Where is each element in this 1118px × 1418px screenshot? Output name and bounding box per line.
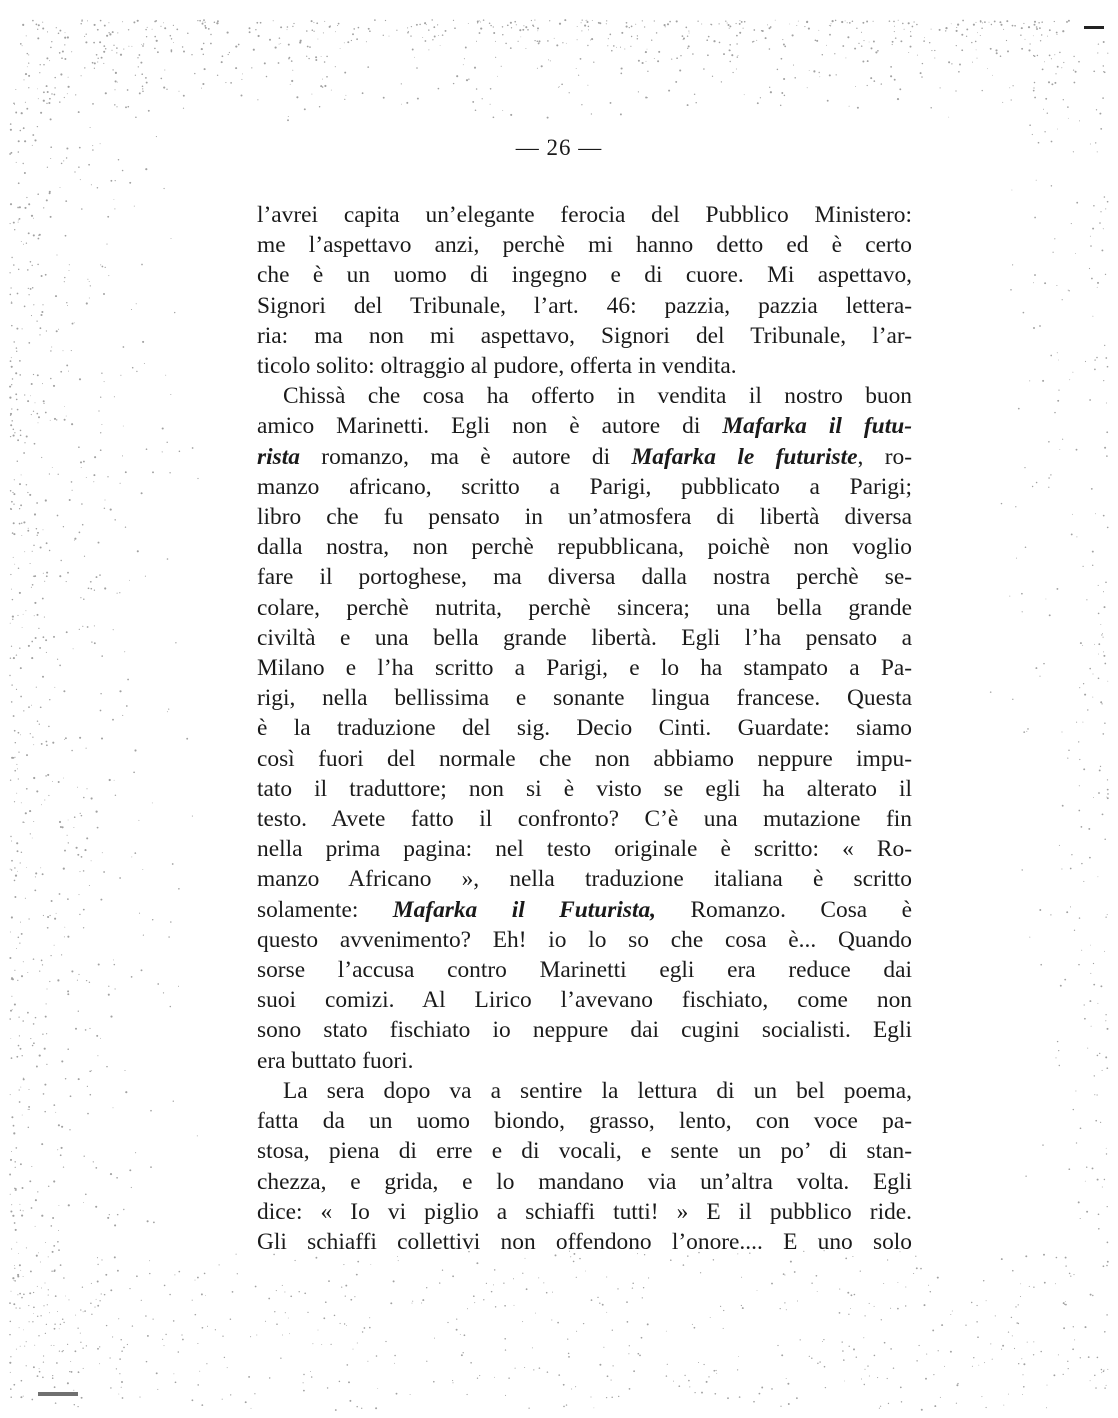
text-line: testo. Avete fatto il confronto? C’è una mutazione fin — [257, 806, 912, 833]
text-line: Milano e l’ha scritto a Parigi, e lo ha stampato a Pa- — [257, 655, 912, 682]
page-number: — 26 — — [515, 135, 603, 160]
text-line: tato il traduttore; non si è visto se egli ha alterato il — [257, 775, 912, 802]
text-line: che è un uomo di ingegno e di cuore. Mi aspettavo, — [257, 262, 912, 289]
book-title-italic: Mafarka il Futurista, — [392, 896, 657, 923]
text-line: questo avvenimento? Eh! io lo so che cosa è... Quando — [257, 926, 912, 953]
text-line: libro che fu pensato in un’atmosfera di libertà diversa — [257, 504, 912, 531]
text-run: amico Marinetti. Egli non è autore di — [257, 413, 723, 440]
text-line: l’avrei capita un’elegante ferocia del Pubblico Ministero: — [257, 202, 912, 228]
text-line: colare, perchè nutrita, perchè sincera; una bella grande — [257, 594, 912, 621]
text-line: manzo africano, scritto a Parigi, pubblicato a Parigi; — [257, 473, 912, 500]
book-title-italic: Mafarka le futuriste — [631, 443, 858, 470]
text-line: Gli schiaffi collettivi non offendono l’onore.... E uno solo — [257, 1228, 912, 1255]
text-line — [257, 895, 912, 925]
text-line: sono stato fischiato io neppure dai cugini socialisti. Egli — [257, 1017, 912, 1044]
text-line: Chissà che cosa ha offerto in vendita il nostro buon — [283, 383, 912, 410]
book-title-italic: rista — [257, 443, 300, 470]
text-line: nella prima pagina: nel testo originale è scritto: « Ro- — [257, 836, 912, 863]
text-line — [257, 442, 912, 472]
text-run: romanzo, ma è autore di — [299, 443, 632, 470]
text-run: Romanzo. Cosa è — [656, 896, 913, 923]
text-line: ticolo solito: oltraggio al pudore, offerta in vendita. — [257, 353, 737, 380]
text-line: ria: ma non mi aspettavo, Signori del Tribunale, l’ar- — [257, 322, 912, 349]
text-line: era buttato fuori. — [257, 1047, 414, 1074]
text-line: Signori del Tribunale, l’art. 46: pazzia, pazzia lettera- — [257, 292, 912, 319]
text-line: è la traduzione del sig. Decio Cinti. Guardate: siamo — [257, 715, 912, 742]
text-line: me l’aspettavo anzi, perchè mi hanno detto ed è certo — [257, 232, 912, 259]
text-line: stosa, piena di erre e di vocali, e sente un po’ di stan- — [257, 1138, 912, 1165]
body-text — [257, 200, 912, 1257]
text-line: dice: « Io vi piglio a schiaffi tutti! » E il pubblico ride. — [257, 1198, 912, 1225]
text-line: fatta da un uomo biondo, grasso, lento, con voce pa- — [257, 1108, 912, 1135]
text-line: rigi, nella bellissima e sonante lingua francese. Questa — [257, 685, 912, 712]
text-line: chezza, e grida, e lo mandano via un’altra volta. Egli — [257, 1168, 912, 1195]
book-title-italic: Mafarka il futu- — [722, 413, 912, 440]
text-line: civiltà e una bella grande libertà. Egli l’ha pensato a — [257, 624, 912, 651]
text-line: dalla nostra, non perchè repubblicana, poichè non voglio — [257, 534, 912, 561]
edge-scan-mark — [1084, 26, 1104, 29]
text-line: La sera dopo va a sentire la lettura di un bel poema, — [283, 1077, 912, 1104]
text-line: sorse l’accusa contro Marinetti egli era reduce dai — [257, 957, 912, 984]
text-line — [257, 411, 912, 441]
text-line: suoi comizi. Al Lirico l’avevano fischiato, come non — [257, 987, 912, 1014]
text-run: solamente: — [257, 896, 393, 923]
text-line: manzo Africano », nella traduzione italiana è scritto — [257, 866, 912, 893]
text-line: fare il portoghese, ma diversa dalla nostra perchè se- — [257, 564, 912, 591]
text-line: così fuori del normale che non abbiamo neppure impu- — [257, 745, 912, 772]
text-run: , ro- — [857, 443, 912, 470]
